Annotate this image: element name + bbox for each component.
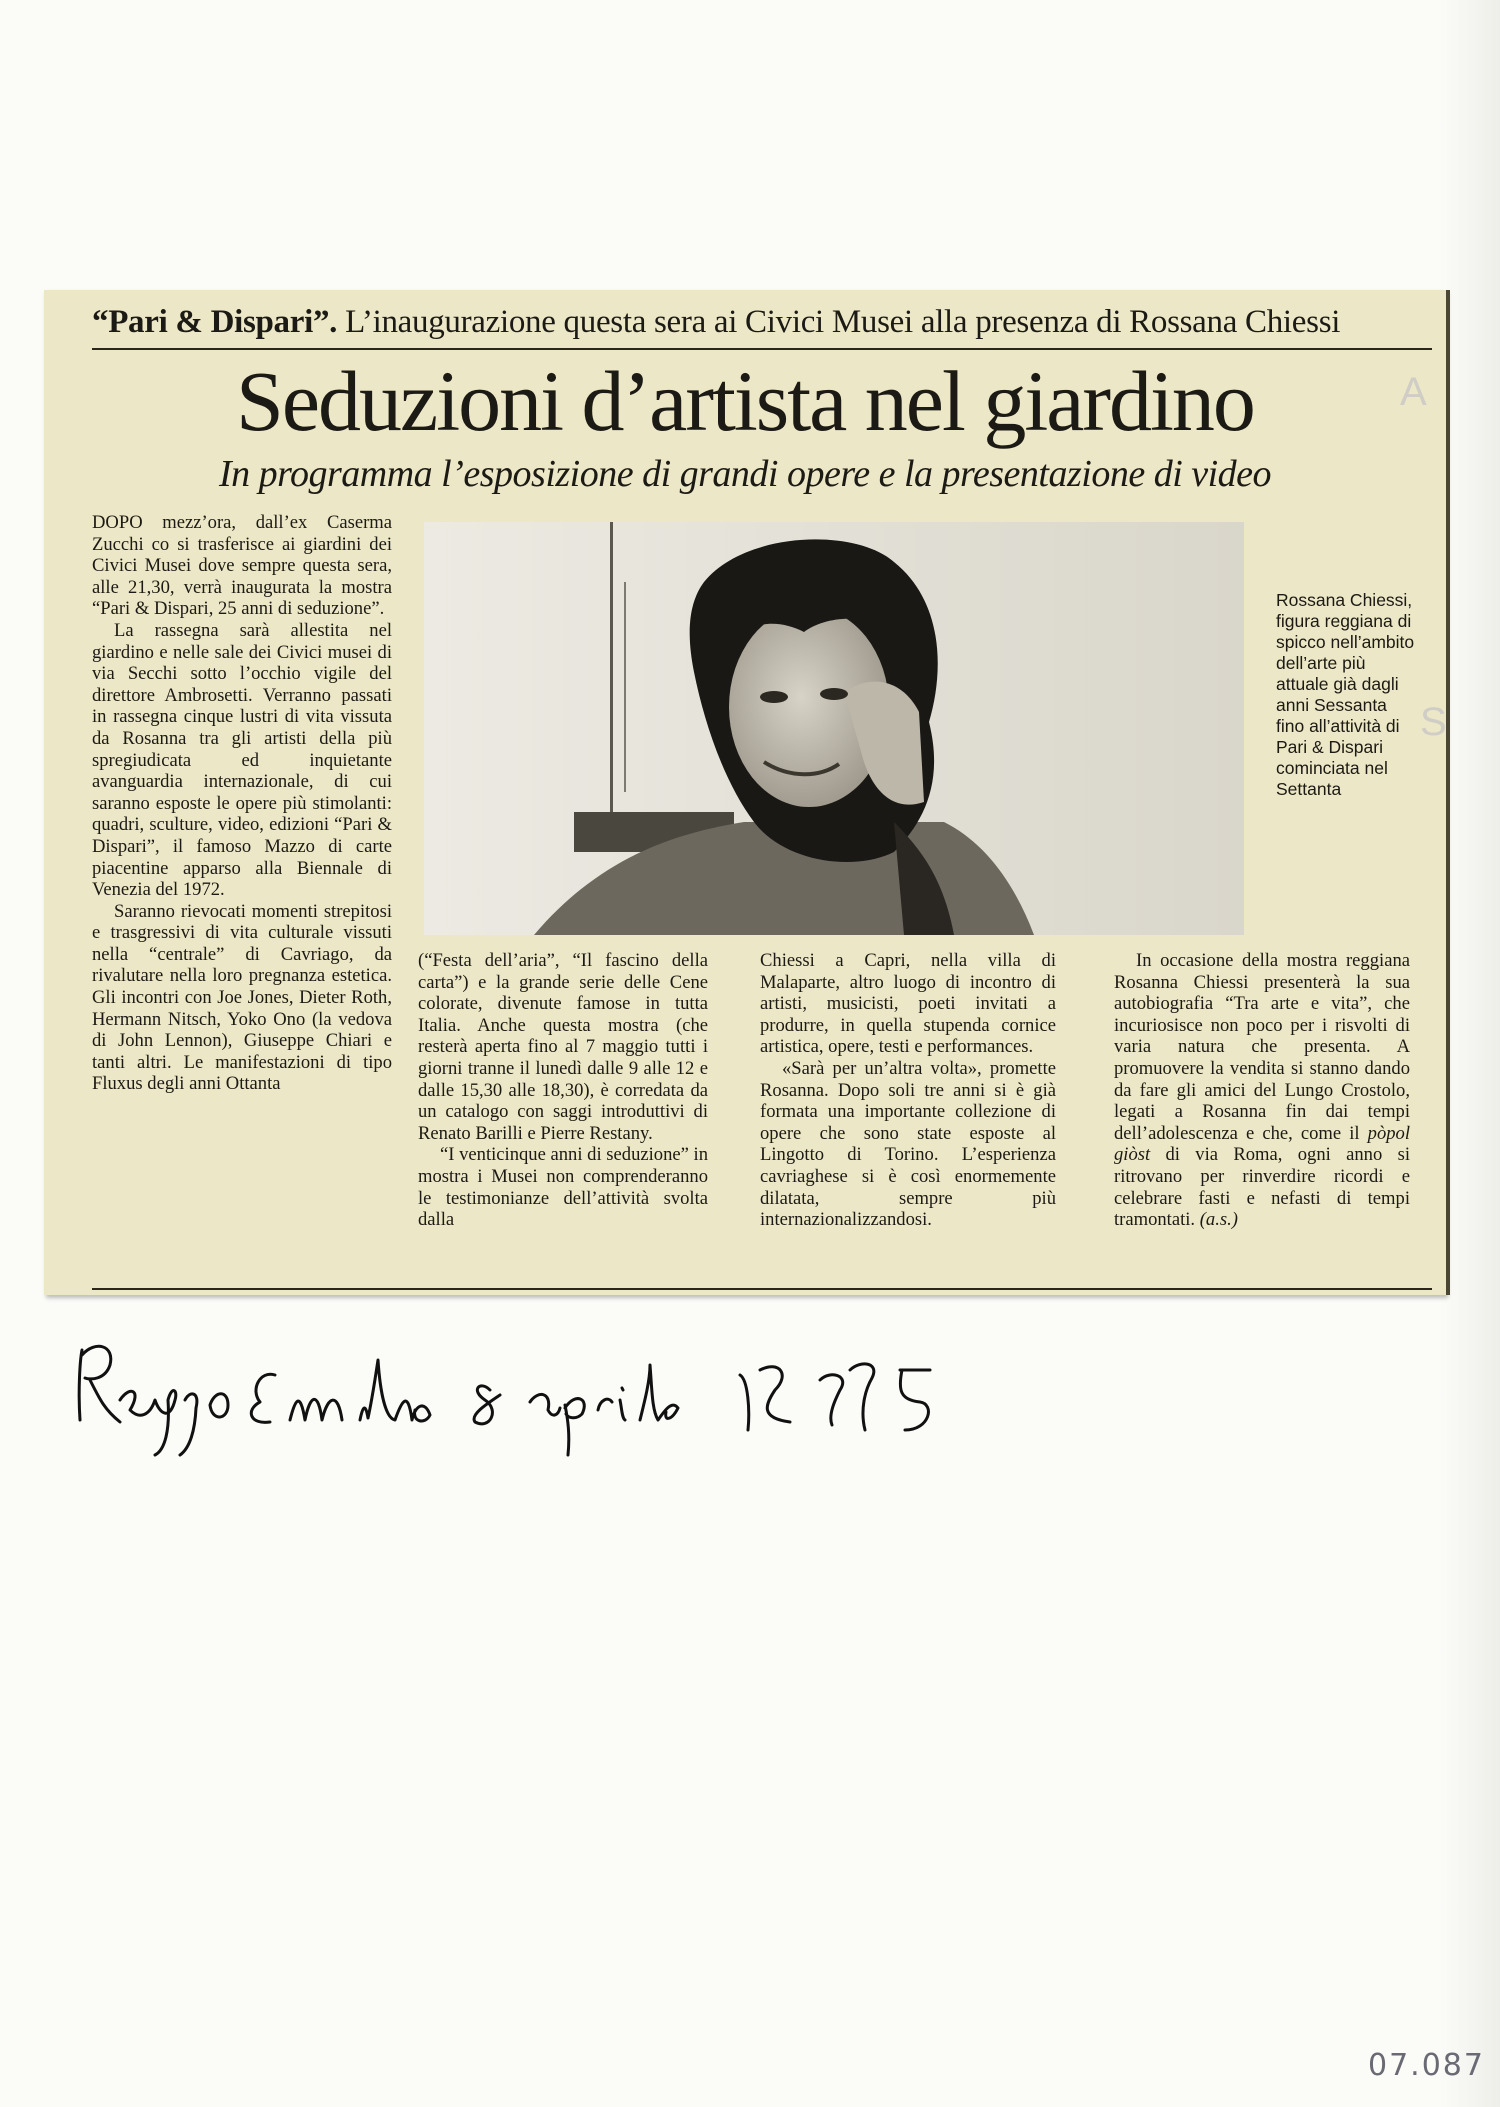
column-3 — [760, 950, 1056, 1231]
italic-term: pòpol giòst — [1114, 1122, 1410, 1166]
paragraph: “I venticinque anni di seduzione” in mostra i Musei non comprenderanno le testimonianze dell’attività svolta dalla — [418, 1144, 708, 1231]
clipping-edge — [1446, 290, 1450, 1295]
author-signature: (a.s.) — [1199, 1209, 1238, 1231]
kicker-rule — [92, 348, 1432, 350]
kicker-bold: “Pari & Dispari”. — [92, 304, 338, 340]
portrait-image — [424, 522, 1244, 935]
column-1 — [92, 512, 392, 1095]
article-headline: Seduzioni d’artista nel giardino — [236, 353, 1254, 449]
paragraph: La rassegna sarà allestita nel giardino e nelle sale dei Civici musei di via Secchi sotto l’occhio vigile del direttore Ambrosetti. Verranno passati in rassegna cinque lustri di vita vissuta da Rosanna tra gli artisti della più spregiudicata ed inquietante avanguardia internazionale, di cui saranno esposte le opere più stimolanti: quadri, sculture, video, edizioni “Pari & Dispari”, il famoso Mazzo di carte piacentine apparso alla Biennale di Venezia del 1972. — [92, 619, 392, 901]
photo-caption: Rossana Chiessi, figura reggiana di spicco nell’ambito dell’arte più attuale già dagli anni Sessanta fino all’attività di Pari & Dispari cominciata nel Settanta — [1276, 590, 1415, 799]
article-deck: In programma l’esposizione di grandi opere e la presentazione di video — [218, 453, 1272, 495]
handwritten-note — [60, 1330, 1120, 1465]
column-2 — [418, 950, 708, 1231]
handwriting-scribble — [60, 1330, 1120, 1460]
column-4 — [1114, 950, 1410, 1231]
paragraph-end: di via Roma, ogni anno si ritrovano per rinverdire ricordi e celebrare fasti e nefasti di tempi tramontati. — [1114, 1144, 1410, 1231]
portrait-photo — [424, 522, 1244, 935]
paragraph-text: In occasione della mostra reggiana Rosanna Chiessi presenterà la sua autobiografia “Tra arte e vita”, che incuriosisce non poco per i risvolti di varia natura che presenta. A promuovere la vendita si stanno dando da fare gli amici del Lungo Crostolo, legati a Rosanna fin dai tempi dell’adolescenza e che, come il — [1114, 950, 1410, 1144]
kicker-rest: L’inaugurazione questa sera ai Civici Musei alla presenza di Rossana Chiessi — [337, 304, 1341, 340]
article-kicker — [92, 304, 1426, 341]
bottom-rule — [92, 1288, 1432, 1290]
paragraph: (“Festa dell’aria”, “Il fascino della carta”) e la grande serie delle Cene colorate, divenute famose in tutta Italia. Anche questa mostra (che resterà aperta fino al 7 maggio tutti i giorni tranne il lunedì dalle 9 alle 12 e dalle 15,30 alle 18,30), è corredata da un catalogo con saggi introduttivi di Renato Barilli e Pierre Restany. — [418, 950, 708, 1144]
bleed-through-mark: S — [1420, 700, 1447, 744]
paragraph: Saranno rievocati momenti strepitosi e trasgressivi di vita culturale vissuti nella “centrale” di Cavriago, da rivalutare nella loro pregnanza estetica. Gli incontri con Joe Jones, Dieter Roth, Hermann Nitsch, Yoko Ono (la vedova di John Lennon), Giuseppe Chiari e tanti altri. Le manifestazioni di tipo Fluxus degli anni Ottanta — [92, 900, 392, 1095]
paragraph: Chiessi a Capri, nella villa di Malaparte, altro luogo di incontro di artisti, musicisti, poeti invitati a produrre, in quella stupenda cornice artistica, opere, testi e performances. — [760, 950, 1056, 1058]
paragraph: DOPO mezz’ora, dall’ex Caserma Zucchi co si trasferisce ai giardini dei Civici Musei dove sempre questa sera, alle 21,30, verrà inaugurata la mostra “Pari & Dispari, 25 anni di seduzione”. — [92, 512, 392, 620]
newspaper-clipping — [44, 290, 1446, 1295]
paragraph — [1114, 950, 1410, 1231]
archive-number: 07.087 — [1368, 2048, 1485, 2083]
bleed-through-mark: A — [1400, 370, 1427, 414]
paragraph: «Sarà per un’altra volta», promette Rosanna. Dopo soli tre anni si è già formata una importante collezione di opere che sono state esposte al Lingotto di Torino. L’esperienza cavriaghese si è così enormemente dilatata, sempre più internazionalizzandosi. — [760, 1057, 1056, 1231]
